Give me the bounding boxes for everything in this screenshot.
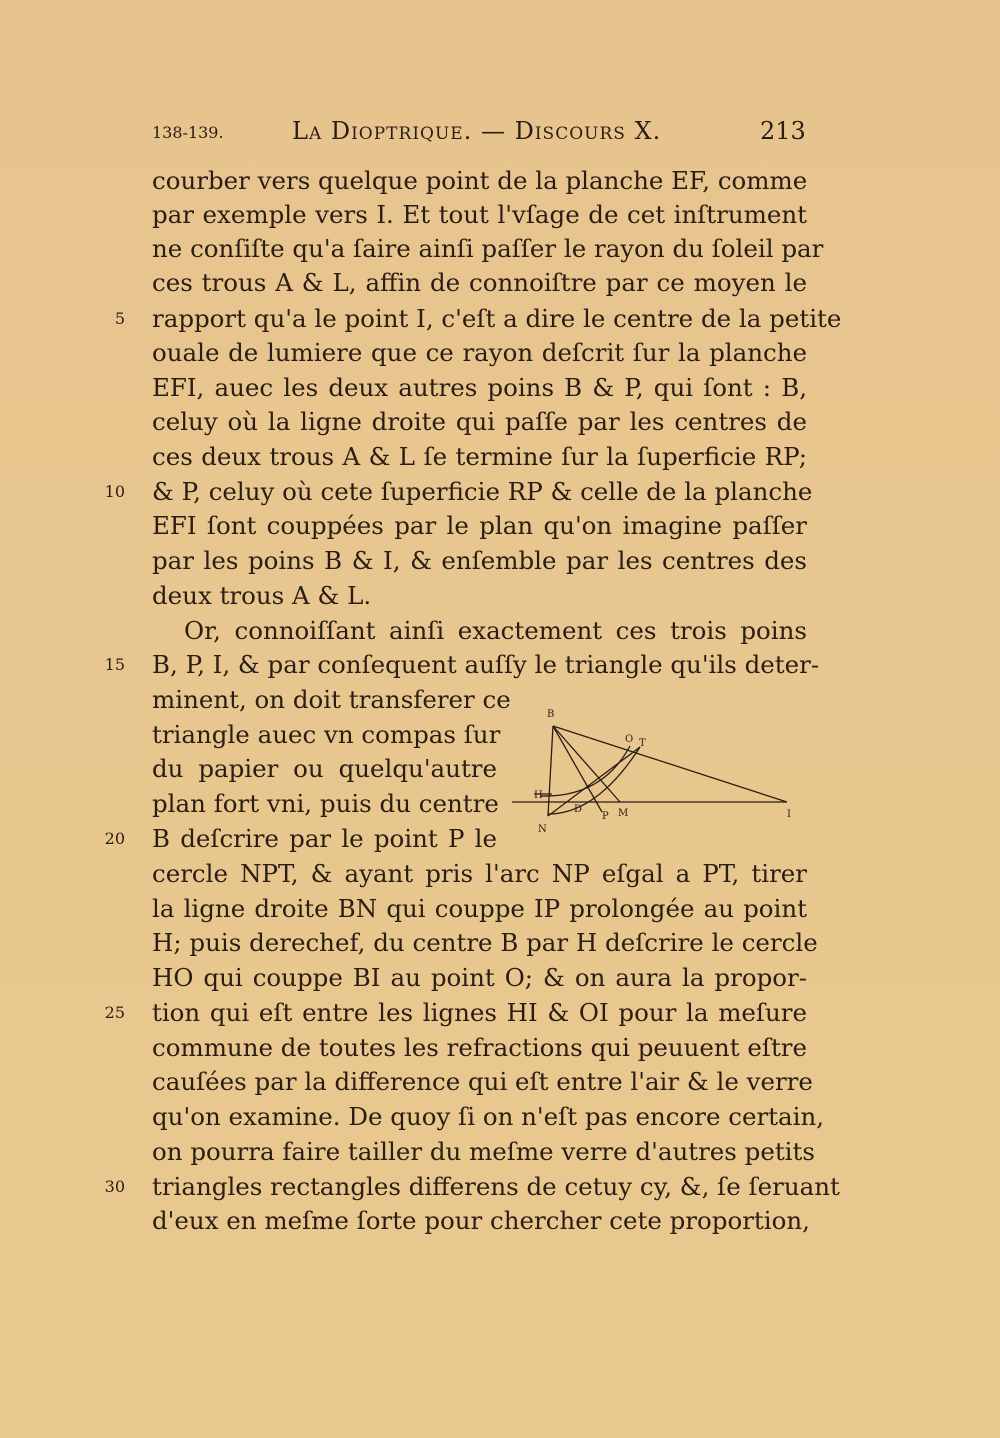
label-o: O <box>625 734 634 745</box>
geometric-figure <box>512 702 802 840</box>
text-line: tion qui eſt entre les lignes HI & OI pour la meſure <box>152 998 807 1027</box>
text-line: triangles rectangles differens de cetuy cy, &, ſe ſeruant <box>152 1172 840 1201</box>
line-number: 15 <box>104 655 125 674</box>
text-line: commune de toutes les refractions qui peuuent eſtre <box>152 1033 807 1062</box>
label-n: N <box>538 824 547 835</box>
line-number: 20 <box>104 829 125 848</box>
text-line: courber vers quelque point de la planche EF, comme <box>152 166 808 195</box>
header-page-range: 138-139. <box>152 123 224 142</box>
text-line: on pourra faire tailler du meſme verre d'autres petits <box>152 1137 815 1166</box>
text-line: triangle auec vn compas ſur <box>152 720 501 749</box>
text-line: la ligne droite BN qui couppe IP prolongée au point <box>152 894 807 923</box>
running-header <box>0 117 1000 149</box>
label-p: P <box>602 811 609 822</box>
label-t: T <box>639 738 646 749</box>
line-number: 25 <box>104 1003 125 1022</box>
text-line: deux trous A & L. <box>152 581 372 610</box>
text-line: B, P, I, & par conſequent auſſy le triangle qu'ils deter- <box>152 650 820 679</box>
text-line: B deſcrire par le point P le <box>152 824 497 853</box>
label-h: H <box>534 790 543 801</box>
text-line: H; puis derechef, du centre B par H deſcrire le cercle <box>152 928 818 957</box>
line-number: 10 <box>104 482 125 501</box>
text-line: qu'on examine. De quoy ſi on n'eſt pas encore certain, <box>152 1102 825 1131</box>
label-d: D <box>574 804 583 815</box>
line-n-t <box>548 747 640 816</box>
text-line: du papier ou quelqu'autre <box>152 754 497 783</box>
triangle-diagram <box>512 702 802 840</box>
header-title: La Dioptrique. — Discours X. <box>292 117 662 145</box>
label-i: I <box>787 809 791 820</box>
text-line: Or, connoiſſant ainſi exactement ces trois poins <box>184 616 807 645</box>
header-page-number: 213 <box>760 117 806 145</box>
label-m: M <box>618 808 629 819</box>
text-line: ces trous A & L, affin de connoiſtre par ce moyen le <box>152 268 807 297</box>
text-line: cauſées par la difference qui eſt entre l'air & le verre <box>152 1067 813 1096</box>
text-line: par les poins B & I, & enſemble par les centres des <box>152 546 807 575</box>
line-number: 30 <box>104 1177 125 1196</box>
line-b-i <box>553 726 787 802</box>
line-number: 5 <box>114 309 125 328</box>
text-line: EFI ſont couppées par le plan qu'on imagine paſſer <box>152 511 807 540</box>
text-line: rapport qu'a le point I, c'eſt a dire le centre de la petite <box>152 304 842 333</box>
text-line: EFI, auec les deux autres poins B & P, qui ſont : B, <box>152 373 807 402</box>
text-line: cercle NPT, & ayant pris l'arc NP eſgal a PT, tirer <box>152 859 807 888</box>
text-line: par exemple vers I. Et tout l'vſage de cet inſtrument <box>152 200 807 229</box>
text-line: minent, on doit transferer ce <box>152 685 511 714</box>
text-line: ouale de lumiere que ce rayon deſcrit ſur la planche <box>152 338 807 367</box>
text-line: ne conſiſte qu'a ſaire ainſi paſſer le rayon du ſoleil par <box>152 234 824 263</box>
text-line: plan fort vni, puis du centre <box>152 789 499 818</box>
text-line: HO qui couppe BI au point O; & on aura la propor- <box>152 963 807 992</box>
text-line: d'eux en meſme ſorte pour chercher cete proportion, <box>152 1206 810 1235</box>
text-line: ces deux trous A & L ſe termine ſur la ſuperficie RP; <box>152 442 807 471</box>
arc-ho <box>540 746 630 796</box>
text-line: & P, celuy où cete ſuperficie RP & celle de la planche <box>152 477 813 506</box>
label-b: B <box>547 709 555 720</box>
text-line: celuy où la ligne droite qui paſſe par les centres de <box>152 407 807 436</box>
